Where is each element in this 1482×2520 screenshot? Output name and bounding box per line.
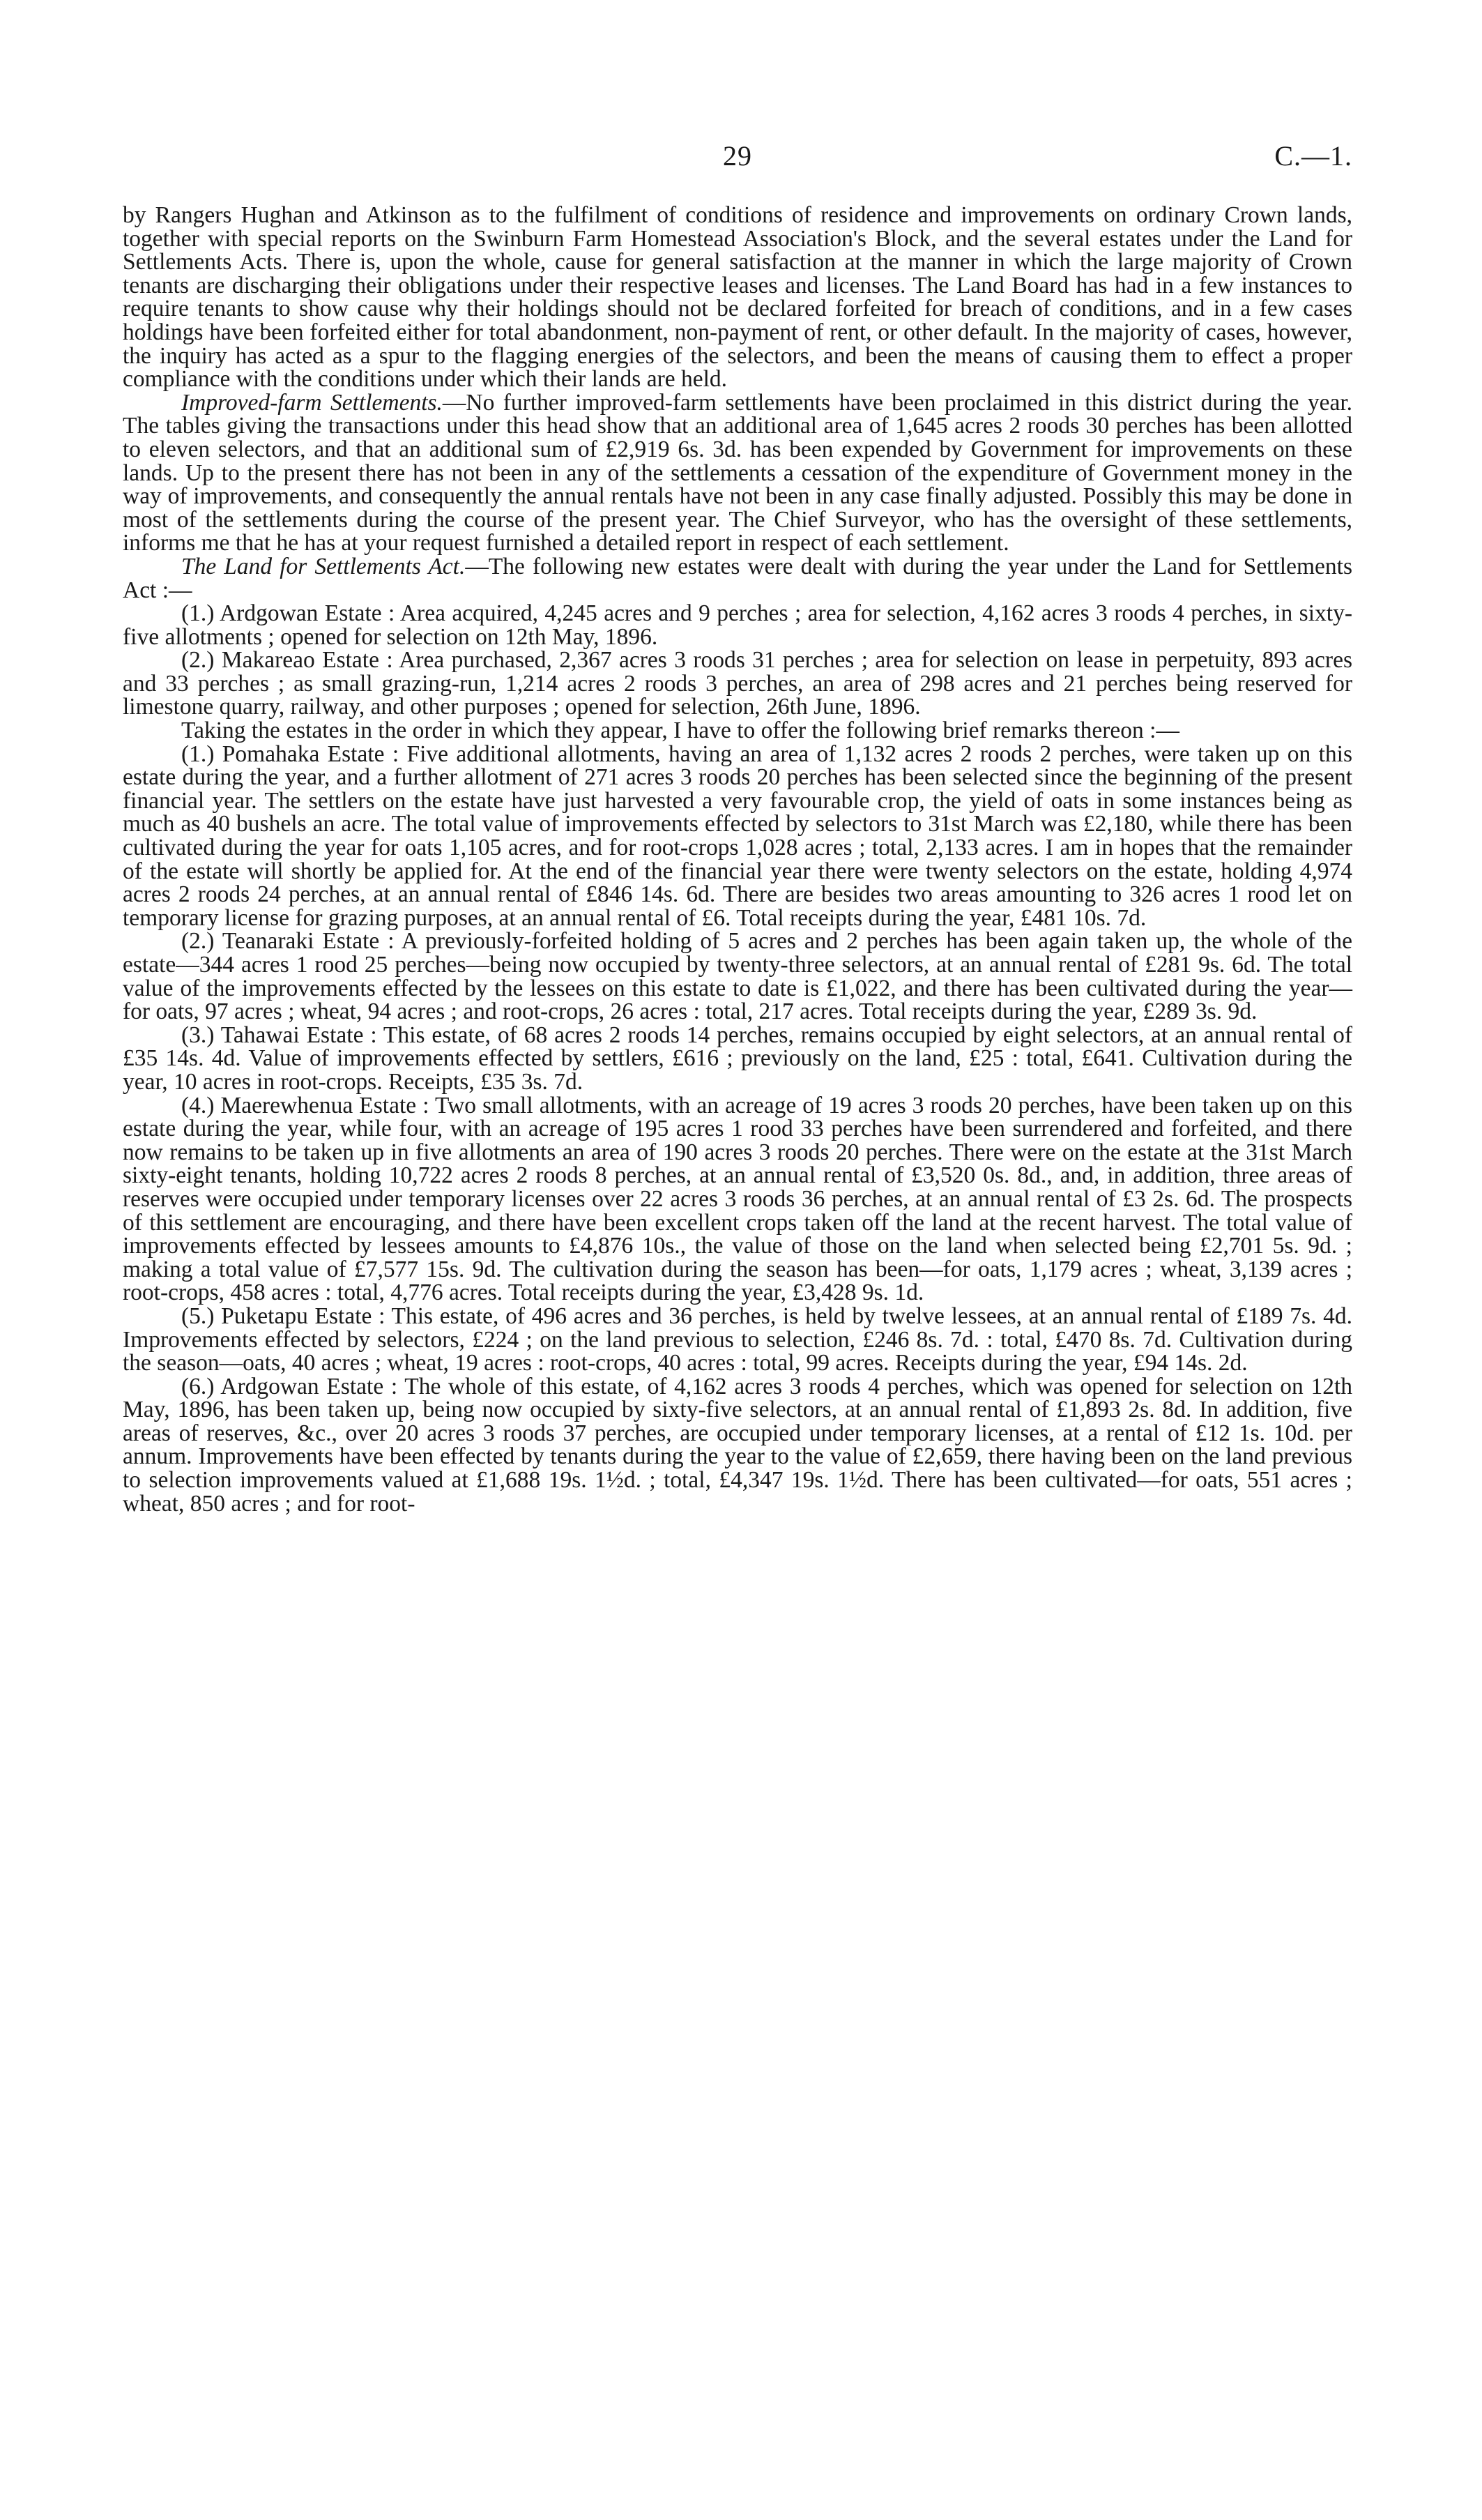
paragraph-puketapu-estate: (5.) Puketapu Estate : This estate, of 496 acres and 36 perches, is held by twelve lessees, at an annual rental of £189 7s. 4d. Improvements effected by selectors, £224 ; on the land previous to selection, £246 8s. 7d. : total, £470 8s. 7d. Cultivation during the season—oats, 40 acres ; wheat, 19 acres : root-crops, 40 acres : total, 99 acres. Receipts during the year, £94 14s. 2d. xyxy=(123,1303,1352,1376)
paragraph-text: —No further improved-farm settlements have been proclaimed in this district during the year. The tables giving the transactions under this head show that an additional area of 1,645 acres 2 roods 30 perches has been allotted to eleven selectors, and that an additional sum of £2,919 6s. 3d. has been expended by Government for improvements on these lands. Up to the present there has not been in any of the settlements a cessation of the expenditure of Government money in the way of improvements, and consequently the annual rentals have not been in any case finally adjusted. Possibly this may be done in most of the settlements during the course of the present year. The Chief Surveyor, who has the oversight of these settlements, informs me that he has at your request furnished a detailed report in respect of each settlement. xyxy=(123,389,1353,556)
paragraph-new-estate-ardgowan: (1.) Ardgowan Estate : Area acquired, 4,245 acres and 9 perches ; area for selection, 4,162 acres 3 roods 4 perches, in sixty-five allotments ; opened for selection on 12th May, 1896. xyxy=(123,600,1352,650)
paragraph-maerewhenua-estate: (4.) Maerewhenua Estate : Two small allotments, with an acreage of 19 acres 3 roods 20 perches, have been taken up on this estate during the year, while four, with an acreage of 195 acres 1 rood 33 perches have been surrendered and forfeited, and there now remains to be taken up in five allotments an area of 190 acres 3 roods 20 perches. There were on the estate at the 31st March sixty-eight tenants, holding 10,722 acres 2 roods 8 perches, at an annual rental of £3,520 0s. 8d., and, in addition, three areas of reserves were occupied under temporary licenses over 22 acres 3 roods 36 perches, at an annual rental of £3 2s. 6d. The prospects of this settlement are encouraging, and there have been excellent crops taken off the land at the recent harvest. The total value of improvements effected by lessees amounts to £4,876 10s., the value of those on the land when selected being £2,701 5s. 9d. ; making a total value of £7,577 15s. 9d. The cultivation during the season has been—for oats, 1,179 acres ; wheat, 3,139 acres ; root-crops, 458 acres : total, 4,776 acres. Total receipts during the year, £3,428 9s. 1d. xyxy=(123,1092,1352,1306)
paragraph-ardgowan-estate: (6.) Ardgowan Estate : The whole of this estate, of 4,162 acres 3 roods 4 perches, which was opened for selection on 12th May, 1896, has been taken up, being now occupied by sixty-five selectors, at an annual rental of £1,893 2s. 8d. In addition, five areas of reserves, &c., over 20 acres 3 roods 37 perches, are occupied under temporary licenses, at a rental of £12 1s. 10d. per annum. Improvements have been effected by tenants during the year to the value of £2,659, there having been on the land previous to selection improvements valued at £1,688 19s. 1½d. ; total, £4,347 19s. 1½d. There has been cultivated—for oats, 551 acres ; wheat, 850 acres ; and for root- xyxy=(123,1373,1352,1517)
document-page xyxy=(123,139,1352,1515)
paragraph-land-for-settlements-act xyxy=(123,555,1352,602)
paragraph-improved-farm-settlements xyxy=(123,391,1352,555)
paragraph-new-estate-makareao: (2.) Makareao Estate : Area purchased, 2,367 acres 3 roods 31 perches ; area for selection on lease in perpetuity, 893 acres and 33 perches ; as small grazing-run, 1,214 acres 2 roods 3 perches, an area of 298 acres and 21 perches being reserved for limestone quarry, railway, and other purposes ; opened for selection, 26th June, 1896. xyxy=(123,647,1352,720)
paragraph-text: —The following new estates were dealt with during the year under the Land for Settlements Act :— xyxy=(123,553,1352,603)
page-header xyxy=(123,139,1352,188)
paragraph-pomahaka-estate: (1.) Pomahaka Estate : Five additional allotments, having an area of 1,132 acres 2 roods 2 perches, were taken up on this estate during the year, and a further allotment of 271 acres 3 roods 20 perches has been selected since the beginning of the present financial year. The settlers on the estate have just harvested a very favourable crop, the yield of oats in some instances being as much as 40 bushels an acre. The total value of improvements effected by selectors to 31st March was £2,180, while there has been cultivated during the year for oats 1,105 acres, and for root-crops 1,028 acres ; total, 2,133 acres. I am in hopes that the remainder of the estate will shortly be applied for. At the end of the financial year there were twenty selectors on the estate, holding 4,974 acres 2 roods 24 perches, at an annual rental of £846 14s. 6d. There are besides two areas amounting to 326 acres 1 rood let on temporary license for grazing purposes, at an annual rental of £6. Total receipts during the year, £481 10s. 7d. xyxy=(123,741,1352,931)
paragraph-remarks-intro: Taking the estates in the order in which they appear, I have to offer the following brief remarks thereon :— xyxy=(181,718,1179,744)
paper-reference: C.—1. xyxy=(1274,140,1352,172)
page-number: 29 xyxy=(723,140,752,172)
section-heading-improved-farm: Improved-farm Settlements. xyxy=(181,389,443,416)
paragraph-teanaraki-estate: (2.) Teanaraki Estate : A previously-forfeited holding of 5 acres and 2 perches has been again taken up, the whole of the estate—344 acres 1 rood 25 perches—being now occupied by twenty-three selectors, at an annual rental of £281 9s. 6d. The total value of the improvements effected by the lessees on this estate to date is £1,022, and there has been cultivated during the year—for oats, 97 acres ; wheat, 94 acres ; and root-crops, 26 acres : total, 217 acres. Total receipts during the year, £289 3s. 9d. xyxy=(123,928,1352,1025)
paragraph-tahawai-estate: (3.) Tahawai Estate : This estate, of 68 acres 2 roods 14 perches, remains occupied by eight selectors, at an annual rental of £35 14s. 4d. Value of improvements effected by settlers, £616 ; previously on the land, £25 : total, £641. Cultivation during the year, 10 acres in root-crops. Receipts, £35 3s. 7d. xyxy=(123,1022,1352,1095)
section-heading-land-for-settlements: The Land for Settlements Act. xyxy=(181,553,466,579)
paragraph-rangers-report: by Rangers Hughan and Atkinson as to the fulfilment of conditions of residence and improvements on ordinary Crown lands, together with special reports on the Swinburn Farm Homestead Association's Block, and the several estates under the Land for Settlements Acts. There is, upon the whole, cause for general satisfaction at the manner in which the large majority of Crown tenants are discharging their obligations under their respective leases and licenses. The Land Board has had in a few instances to require tenants to show cause why their holdings should not be declared forfeited for breach of conditions, and in a few cases holdings have been forfeited either for total abandonment, non-payment of rent, or other default. In the majority of cases, however, the inquiry has acted as a spur to the flagging energies of the selectors, and been the means of causing them to effect a proper compliance with the conditions under which their lands are held. xyxy=(123,202,1352,393)
